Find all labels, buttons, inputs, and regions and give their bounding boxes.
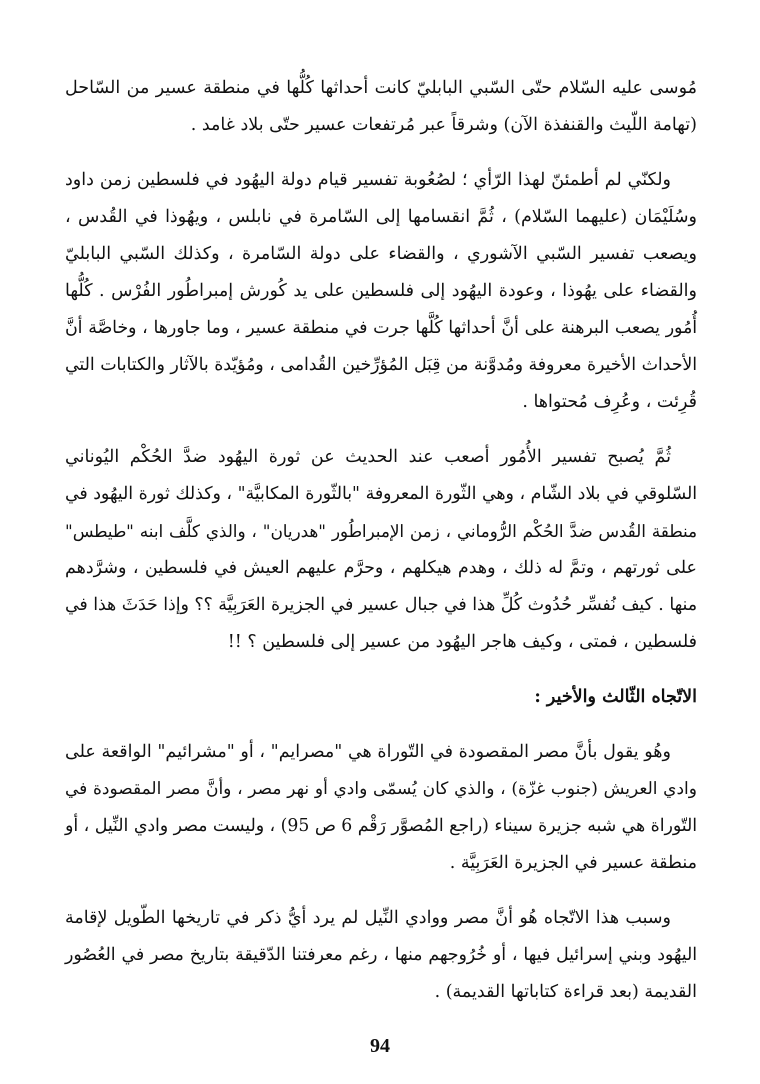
book-page: [65, 70, 697, 1029]
text-line: منها . كيف نُفسِّر حُدُوث كُلِّ هذا في جبال عسير في الجزيرة العَرَبِيَّة ؟؟ وإذا حَدَثَ هذا في: [65, 595, 697, 615]
text-line: وسبب هذا الاتّجاه هُو أنَّ مصر ووادي النِّيل لم يرد أيُّ ذكر في تاريخها الطّويل لإقامة: [65, 908, 671, 928]
section-heading: الاتّجاه الثّالث والأخير :: [534, 687, 697, 707]
text-line: وهُو يقول بأنَّ مصر المقصودة في التّوراة هي "مصرايم" ، أو "مشرائيم" الواقعة على: [65, 742, 671, 762]
text-line: فلسطين ، فمتى ، وكيف هاجر اليهُود من عسير إلى فلسطين ؟ !!: [227, 632, 697, 652]
text-line: قُرِئت ، وعُرِف مُحتواها .: [522, 392, 697, 412]
text-line: اليهُود وبني إسرائيل فيها ، أو خُرُوجهم منها ، رغم معرفتنا الدّقيقة بتاريخ مصر في العُصُور: [65, 945, 697, 965]
paragraph: [65, 162, 697, 421]
text-line: القديمة (بعد قراءة كتاباتها القديمة) .: [434, 982, 697, 1002]
text-line: التّوراة هي شبه جزيرة سيناء (راجع المُصوَّر رَقْم 6 ص 95) ، وليست مصر وادي النِّيل ، أو: [65, 816, 697, 836]
text-line: (تهامة اللّيث والقنفذة الآن) وشرقاً عبر مُرتفعات عسير حتّى بلاد غامد .: [190, 115, 697, 135]
text-line: وسُلَيْمَان (عليهما السّلام) ، ثُمَّ انقسامها إلى السّامرة في نابلس ، ويهُوذا في القُدس ،: [65, 207, 697, 227]
text-line: منطقة القُدس ضدَّ الحُكْم الرُّوماني ، زمن الإمبراطُور "هدريان" ، والذي كلَّف ابنه "طيطس": [65, 521, 697, 541]
text-line: الأحداث الأخيرة معروفة ومُدوَّنة من قِبَل المُؤرِّخين القُدامى ، ومُؤيّدة بالآثار والكتابات التي: [65, 355, 697, 375]
text-line: ويصعب تفسير السّبي الآشوري ، والقضاء على دولة السّامرة ، وكذلك السّبي البابليّ: [65, 244, 697, 264]
text-line: السّلوقي في بلاد الشّام ، وهي الثّورة المعروفة "بالثّورة المكابيَّة" ، وكذلك ثورة اليهُود في: [65, 484, 697, 504]
paragraph: [65, 900, 697, 1011]
text-line: أُمُور يصعب البرهنة على أنَّ أحداثها كُلَّها جرت في منطقة عسير ، وما جاورها ، وخاصَّة أنَّ: [65, 318, 697, 338]
text-line: ولكنّي لم أطمئنّ لهذا الرّأي ؛ لصُعُوبة تفسير قيام دولة اليهُود في فلسطين زمن داود: [65, 170, 671, 190]
text-line: وادي العريش (جنوب غزّة) ، والذي كان يُسمّى وادي أو نهر مصر ، وأنَّ مصر المقصودة في: [65, 779, 697, 799]
page-number: 94: [370, 1035, 390, 1057]
text-line: ثُمَّ يُصبح تفسير الأُمُور أصعب عند الحديث عن ثورة اليهُود ضدَّ الحُكْم اليُوناني: [65, 447, 671, 467]
text-line: والقضاء على يهُوذا ، وعودة اليهُود إلى فلسطين على يد كُورش إمبراطُور الفُرْس . كُلُّها: [65, 281, 697, 301]
text-line: منطقة عسير في الجزيرة العَرَبِيَّة .: [449, 853, 697, 873]
text-line: على ثورتهم ، وتمَّ له ذلك ، وهدم هيكلهم ، وحرَّم عليهم العيش في فلسطين ، وشرَّدهم: [65, 558, 697, 578]
paragraph: [65, 439, 697, 661]
text-line: مُوسى عليه السّلام حتّى السّبي البابليّ كانت أحداثها كُلُّها في منطقة عسير من السّاحل: [65, 78, 697, 98]
paragraph: [65, 734, 697, 882]
paragraph: [65, 70, 697, 144]
